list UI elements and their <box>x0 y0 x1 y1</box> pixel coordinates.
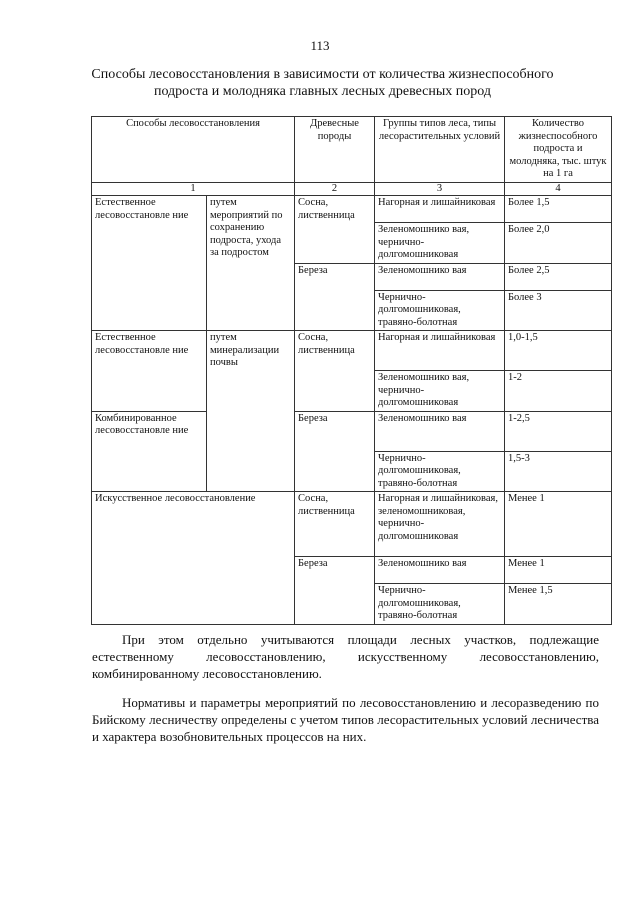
quantity-cell: Менее 1 <box>505 557 612 584</box>
column-number-row <box>92 182 612 196</box>
forest-type-cell: Чернично-долгомошниковая, травяно-болотная <box>375 290 505 331</box>
column-number: 3 <box>375 182 505 196</box>
header-species: Древесные породы <box>295 117 375 183</box>
forest-type-cell: Нагорная и лишайниковая, зеленомошниковая, чернично-долгомошниковая <box>375 492 505 557</box>
quantity-cell: 1-2,5 <box>505 411 612 451</box>
quantity-cell: Менее 1,5 <box>505 584 612 625</box>
species-cell: Сосна, лиственница <box>295 492 375 557</box>
page-number: 113 <box>310 38 330 53</box>
quantity-cell: 1,5-3 <box>505 451 612 492</box>
column-number: 4 <box>505 182 612 196</box>
forest-type-cell: Зеленомошнико вая <box>375 411 505 451</box>
quantity-cell: Более 2,5 <box>505 263 612 290</box>
table-row <box>92 196 612 223</box>
species-cell: Береза <box>295 557 375 625</box>
table-title: Способы лесовосстановления в зависимости от количества жизнеспособного подроста и молодняка главных лесных древесных пород <box>91 67 554 99</box>
quantity-cell: Менее 1 <box>505 492 612 557</box>
forest-type-cell: Зеленомошнико вая <box>375 263 505 290</box>
table-row <box>92 492 612 557</box>
species-cell: Сосна, лиственница <box>295 196 375 264</box>
quantity-cell: 1-2 <box>505 371 612 412</box>
body-paragraph: Нормативы и параметры мероприятий по лесовосстановлению и лесоразведению по Бийскому лесничеству определены с учетом типов лесорастительных условий лесничества и характера возобновительных процессов на них. <box>92 695 599 744</box>
method-cell: Комбинированное лесовосстановле ние <box>92 411 207 492</box>
column-number: 1 <box>92 182 295 196</box>
forest-type-cell: Чернично-долгомошниковая, травяно-болотная <box>375 584 505 625</box>
header-forest-types: Группы типов леса, типы лесорастительных условий <box>375 117 505 183</box>
table-row <box>92 411 612 451</box>
quantity-cell: 1,0-1,5 <box>505 331 612 371</box>
species-cell: Сосна, лиственница <box>295 331 375 412</box>
reforestation-table <box>91 116 612 625</box>
forest-type-cell: Нагорная и лишайниковая <box>375 331 505 371</box>
measure-cell: путем минерализации почвы <box>207 331 295 492</box>
method-cell: Искусственное лесовосстановление <box>92 492 295 625</box>
header-quantity: Количество жизнеспособного подроста и молодняка, тыс. штук на 1 га <box>505 117 612 183</box>
body-paragraph: При этом отдельно учитываются площади лесных участков, подлежащие естественному лесовосстановлению, искусственному лесовосстановлению, комбинированному лесовосстановлению. <box>92 632 599 681</box>
method-cell: Естественное лесовосстановле ние <box>92 331 207 412</box>
column-number: 2 <box>295 182 375 196</box>
quantity-cell: Более 3 <box>505 290 612 331</box>
forest-type-cell: Зеленомошнико вая, чернично-долгомошниковая <box>375 371 505 412</box>
quantity-cell: Более 2,0 <box>505 223 612 264</box>
species-cell: Береза <box>295 411 375 492</box>
quantity-cell: Более 1,5 <box>505 196 612 223</box>
forest-type-cell: Нагорная и лишайниковая <box>375 196 505 223</box>
measure-cell: путем мероприятий по сохранению подроста, ухода за подростом <box>207 196 295 331</box>
forest-type-cell: Чернично-долгомошниковая, травяно-болотная <box>375 451 505 492</box>
header-methods: Способы лесовосстановления <box>92 117 295 183</box>
forest-type-cell: Зеленомошнико вая, чернично-долгомошниковая <box>375 223 505 264</box>
forest-type-cell: Зеленомошнико вая <box>375 557 505 584</box>
species-cell: Береза <box>295 263 375 331</box>
method-cell: Естественное лесовосстановле ние <box>92 196 207 331</box>
table-row <box>92 331 612 371</box>
